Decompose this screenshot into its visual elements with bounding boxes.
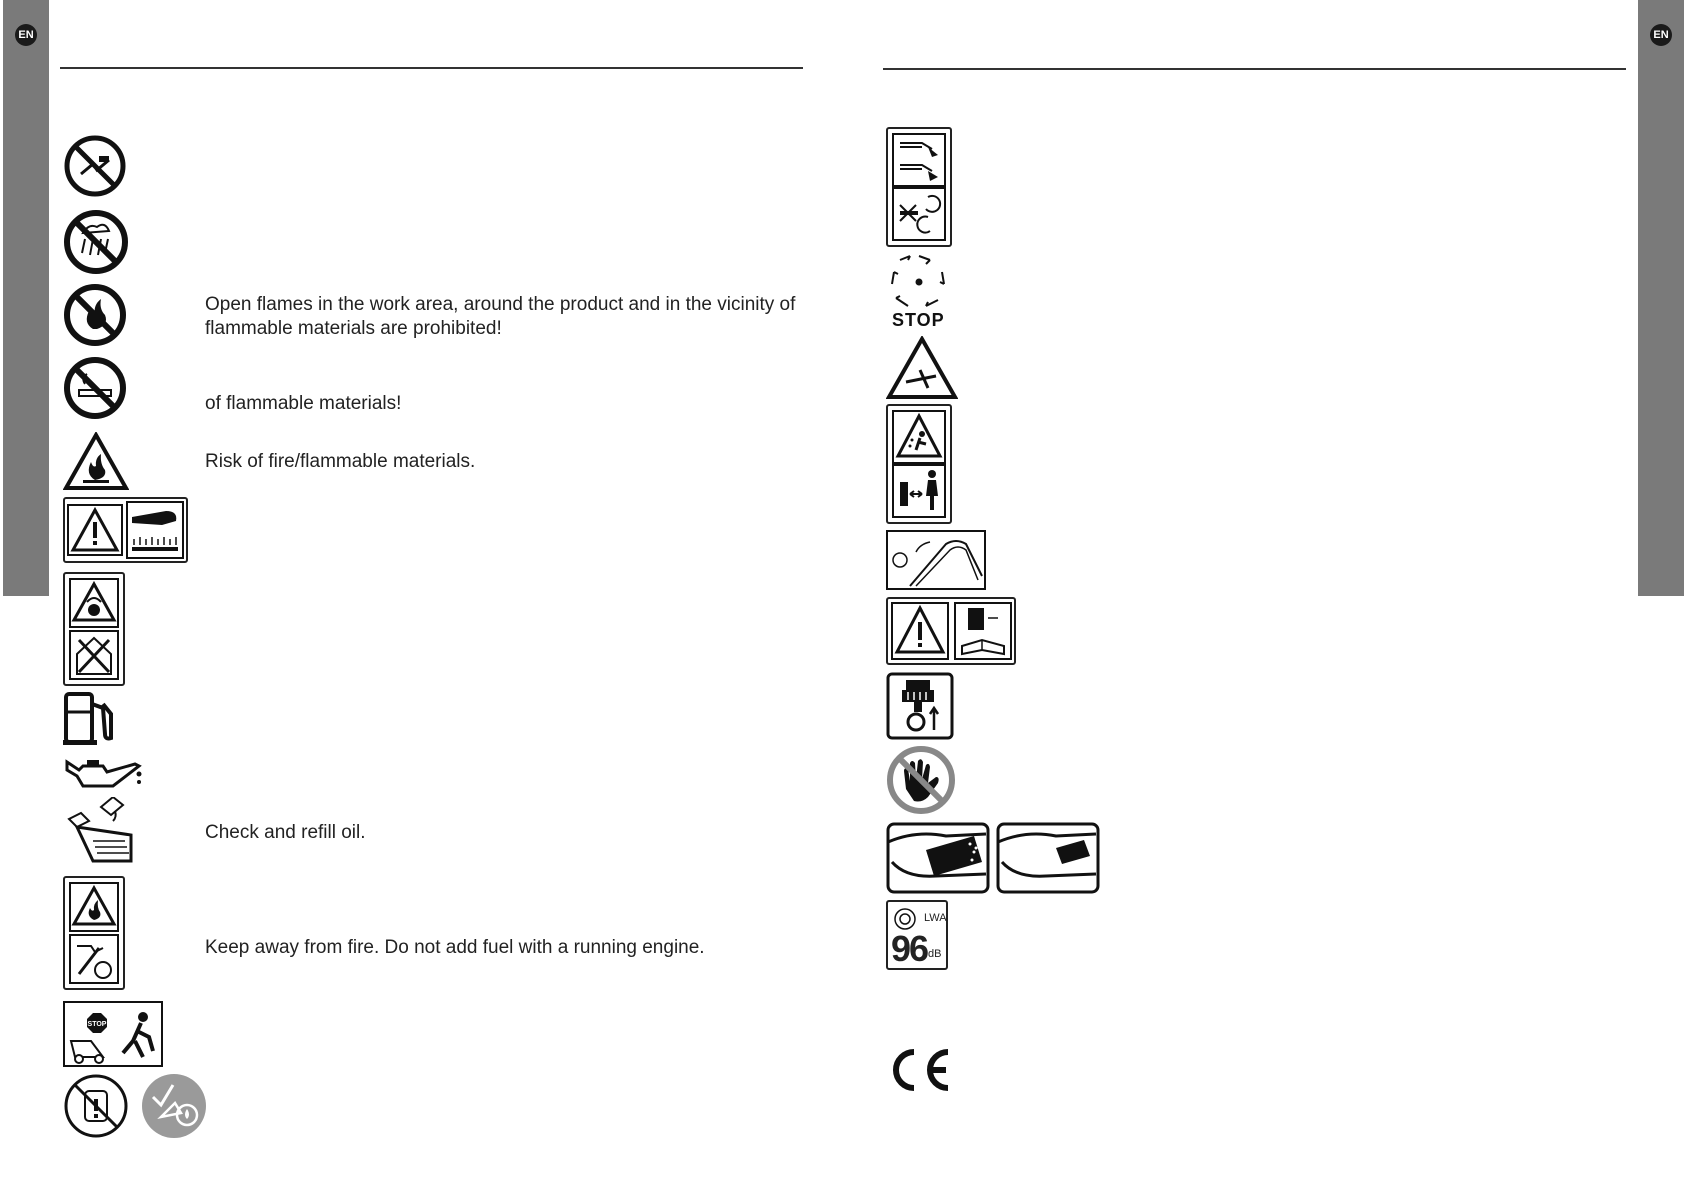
right-side-tab — [1638, 0, 1684, 596]
spark-plug-icon — [886, 672, 954, 740]
sound-power-icon — [886, 900, 948, 970]
no-rain-icon — [63, 209, 129, 275]
flammable-warning-icon — [63, 432, 129, 492]
language-badge-left: EN — [15, 24, 37, 46]
ce-mark-icon — [886, 1046, 952, 1094]
no-open-flame-icon — [63, 283, 127, 347]
explosive-warning-icon — [63, 876, 125, 990]
no-operation-without-oil-icon — [63, 1073, 129, 1139]
toxic-fumes-warning-icon — [63, 572, 125, 686]
check-oil-caption: Check and refill oil. — [205, 822, 366, 843]
no-smoking-caption: of flammable materials! — [205, 393, 402, 414]
open-flames-caption: Open flames in the work area, around the product and in the vicinity of flammable materials are prohibited! — [205, 294, 796, 339]
read-manual-icon — [886, 597, 1016, 665]
no-indoor-use-icon — [69, 630, 119, 680]
language-badge-right: EN — [1650, 24, 1672, 46]
fuel-pump-icon — [63, 690, 119, 746]
engine-start-icon — [886, 127, 952, 247]
thrown-objects-warning-icon — [886, 404, 952, 524]
fire-risk-caption: Risk of fire/flammable materials. — [205, 451, 476, 472]
hot-surface-warning-icon — [63, 497, 188, 563]
oil-refill-icon — [63, 797, 133, 869]
stop-before-maintenance-icon — [63, 1001, 163, 1067]
no-smoking-icon — [63, 356, 127, 420]
sound-power-value: 96 — [891, 928, 928, 969]
keep-distance-icon — [892, 464, 946, 518]
keep-from-fire-caption: Keep away from fire. Do not add fuel with a running engine. — [205, 937, 705, 958]
sound-power-label: LWA — [924, 912, 947, 924]
svg-text:STOP: STOP — [87, 1021, 107, 1028]
no-fuel-while-hot-icon — [69, 934, 119, 984]
no-hand-icon — [886, 745, 956, 815]
brake-handle-icon — [886, 530, 986, 590]
sound-power-unit: dB — [928, 948, 942, 960]
oil-check-icon — [141, 1073, 207, 1139]
blade-rotation-icon — [892, 187, 946, 241]
left-header-rule — [60, 67, 803, 69]
right-header-rule — [883, 68, 1626, 70]
maintenance-warning-icon — [886, 336, 958, 400]
stop-label: STOP — [892, 310, 945, 330]
cutting-height-icon — [886, 822, 1100, 894]
oil-can-icon — [63, 756, 143, 792]
stop-blade-icon — [886, 252, 952, 312]
left-side-tab — [3, 0, 49, 596]
no-kickback-icon — [63, 134, 127, 198]
